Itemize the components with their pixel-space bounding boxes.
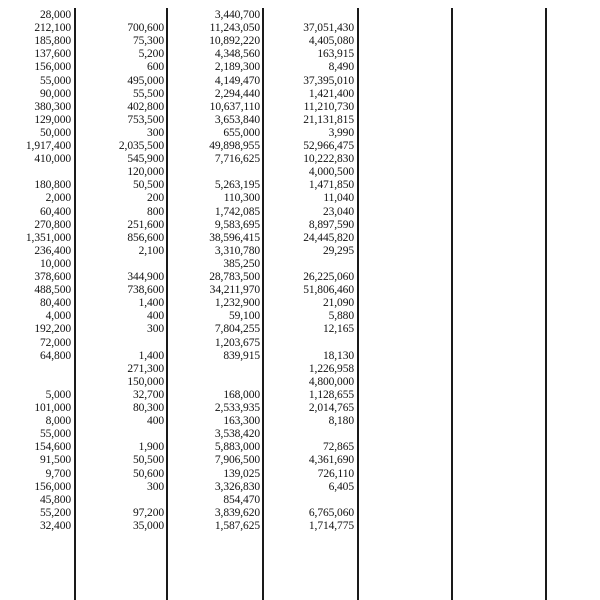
table-cell: 154,600: [34, 441, 71, 454]
table-cell: 139,025: [223, 467, 260, 480]
table-cell: 80,300: [132, 402, 164, 414]
table-cell: 163,300: [223, 415, 260, 428]
table-cell: 8,490: [328, 61, 354, 74]
table-cell: 51,806,460: [303, 284, 354, 297]
table-cell: 18,130: [322, 349, 354, 362]
table-cell: 7,906,500: [214, 454, 260, 467]
table-cell: 1,587,625: [214, 519, 260, 532]
table-cell: 270,800: [34, 218, 71, 231]
table-cell: 50,600: [132, 467, 164, 480]
table-cell: 4,405,080: [308, 35, 354, 48]
table-cell: 101,000: [34, 402, 71, 414]
table-cell: 344,900: [127, 271, 164, 283]
table-cell: 738,600: [127, 284, 164, 297]
table-cell: 3,326,830: [214, 480, 260, 493]
table-cell: 32,700: [132, 388, 164, 401]
table-cell: 839,915: [223, 349, 260, 362]
table-cell: 1,128,655: [308, 388, 354, 401]
table-cell: 45,800: [39, 493, 71, 506]
table-cell: 1,400: [138, 297, 164, 310]
table-cell: 2,533,935: [214, 402, 260, 414]
table-cell: 4,361,690: [308, 454, 354, 467]
table-cell: 1,900: [138, 441, 164, 454]
table-cell: 300: [147, 323, 164, 336]
table-cell: 6,765,060: [308, 506, 354, 519]
table-cell: 10,637,110: [209, 100, 260, 113]
table-cell: 72,865: [322, 441, 354, 454]
table-cell: 5,883,000: [214, 441, 260, 454]
table-cell: 50,500: [132, 454, 164, 467]
table-cell: 55,500: [132, 87, 164, 100]
table-cell: 5,880: [328, 310, 354, 323]
table-cell: 34,211,970: [209, 284, 260, 297]
table-cell: 72,000: [39, 336, 71, 349]
table-cell: 2,014,765: [308, 402, 354, 414]
table-cell: 4,000: [45, 310, 71, 323]
table-cell: 120,000: [127, 166, 164, 179]
table-cell: 10,892,220: [209, 35, 260, 48]
table-cell: 655,000: [223, 126, 260, 139]
table-cell: 1,471,850: [308, 179, 354, 192]
column-divider: [357, 8, 359, 600]
table-cell: 4,348,560: [214, 48, 260, 61]
column-divider: [545, 8, 547, 600]
table-cell: 300: [147, 126, 164, 139]
table-cell: 11,243,050: [209, 22, 260, 35]
table-cell: 11,210,730: [303, 100, 354, 113]
table-cell: 23,040: [322, 205, 354, 218]
table-cell: 5,000: [45, 388, 71, 401]
table-cell: 3,440,700: [214, 9, 260, 21]
table-cell: 410,000: [34, 153, 71, 166]
table-cell: 110,300: [223, 192, 260, 205]
table-cell: 163,915: [317, 48, 354, 61]
table-cell: 185,800: [34, 35, 71, 48]
table-cell: 2,294,440: [214, 87, 260, 100]
table-cell: 21,090: [322, 297, 354, 310]
table-cell: 21,131,815: [303, 113, 354, 126]
table-cell: 1,714,775: [308, 519, 354, 532]
table-cell: 50,000: [39, 126, 71, 139]
table-cell: 4,000,500: [308, 166, 354, 179]
table-cell: 26,225,060: [303, 271, 354, 283]
table-cell: 28,783,500: [209, 271, 260, 283]
table-cell: 192,200: [34, 323, 71, 336]
table-cell: 600: [147, 61, 164, 74]
table-cell: 1,421,400: [308, 87, 354, 100]
table-cell: 38,596,415: [209, 231, 260, 244]
table-cell: 12,165: [322, 323, 354, 336]
table-cell: 91,500: [39, 454, 71, 467]
table-cell: 5,200: [138, 48, 164, 61]
table-cell: 385,250: [223, 257, 260, 270]
table-cell: 3,839,620: [214, 506, 260, 519]
table-cell: 64,800: [39, 349, 71, 362]
table-cell: 37,051,430: [303, 22, 354, 35]
table-cell: 80,400: [39, 297, 71, 310]
table-cell: 180,800: [34, 179, 71, 192]
table-cell: 402,800: [127, 100, 164, 113]
table-cell: 1,203,675: [214, 336, 260, 349]
table-cell: 3,310,780: [214, 244, 260, 257]
table-cell: 32,400: [39, 519, 71, 532]
table-cell: 2,000: [45, 192, 71, 205]
table-cell: 271,300: [127, 362, 164, 375]
table-cell: 150,000: [127, 375, 164, 388]
table-cell: 495,000: [127, 74, 164, 87]
table-cell: 488,500: [34, 284, 71, 297]
table-cell: 9,700: [45, 467, 71, 480]
table-cell: 55,200: [39, 506, 71, 519]
table-cell: 1,400: [138, 349, 164, 362]
table-cell: 200: [147, 192, 164, 205]
table-cell: 380,300: [34, 100, 71, 113]
column-divider: [166, 8, 168, 600]
column-divider: [451, 8, 453, 600]
table-cell: 7,716,625: [214, 153, 260, 166]
table-cell: 8,897,590: [308, 218, 354, 231]
table-cell: 3,990: [328, 126, 354, 139]
table-cell: 1,232,900: [214, 297, 260, 310]
table-cell: 545,900: [127, 153, 164, 166]
table-cell: 129,000: [34, 113, 71, 126]
table-cell: 4,149,470: [214, 74, 260, 87]
table-cell: 137,600: [34, 48, 71, 61]
table-cell: 400: [147, 310, 164, 323]
table-cell: 55,000: [39, 74, 71, 87]
table-cell: 4,800,000: [308, 375, 354, 388]
table-cell: 6,405: [328, 480, 354, 493]
table-cell: 35,000: [132, 519, 164, 532]
table-cell: 856,600: [127, 231, 164, 244]
table-cell: 1,742,085: [214, 205, 260, 218]
table-cell: 300: [147, 480, 164, 493]
table-cell: 156,000: [34, 61, 71, 74]
table-cell: 1,226,958: [308, 362, 354, 375]
table-cell: 8,000: [45, 415, 71, 428]
table-cell: 52,966,475: [303, 140, 354, 152]
table-cell: 753,500: [127, 113, 164, 126]
table-cell: 168,000: [223, 388, 260, 401]
table-cell: 28,000: [39, 9, 71, 21]
table-cell: 1,351,000: [25, 231, 71, 244]
table-cell: 37,395,010: [303, 74, 354, 87]
table-cell: 75,300: [132, 35, 164, 48]
table-cell: 378,600: [34, 271, 71, 283]
table-cell: 97,200: [132, 506, 164, 519]
table-cell: 854,470: [223, 493, 260, 506]
table-cell: 1,917,400: [25, 140, 71, 152]
table-cell: 2,100: [138, 244, 164, 257]
table-cell: 3,653,840: [214, 113, 260, 126]
table-cell: 90,000: [39, 87, 71, 100]
table-cell: 24,445,820: [303, 231, 354, 244]
table-cell: 3,538,420: [214, 428, 260, 441]
table-cell: 10,222,830: [303, 153, 354, 166]
table-cell: 5,263,195: [214, 179, 260, 192]
table-cell: 800: [147, 205, 164, 218]
table-cell: 11,040: [323, 192, 354, 205]
table-cell: 2,035,500: [118, 140, 164, 152]
table-cell: 212,100: [34, 22, 71, 35]
table-cell: 9,583,695: [214, 218, 260, 231]
table-cell: 55,000: [39, 428, 71, 441]
table-cell: 2,189,300: [214, 61, 260, 74]
table-cell: 251,600: [127, 218, 164, 231]
table-cell: 700,600: [127, 22, 164, 35]
table-cell: 49,898,955: [209, 140, 260, 152]
table-cell: 7,804,255: [214, 323, 260, 336]
table-cell: 29,295: [322, 244, 354, 257]
table-cell: 400: [147, 415, 164, 428]
table-cell: 8,180: [328, 415, 354, 428]
table-cell: 10,000: [39, 257, 71, 270]
table-cell: 60,400: [39, 205, 71, 218]
table-cell: 50,500: [132, 179, 164, 192]
table-cell: 726,110: [317, 467, 354, 480]
table-cell: 236,400: [34, 244, 71, 257]
table-cell: 156,000: [34, 480, 71, 493]
table-cell: 59,100: [228, 310, 260, 323]
